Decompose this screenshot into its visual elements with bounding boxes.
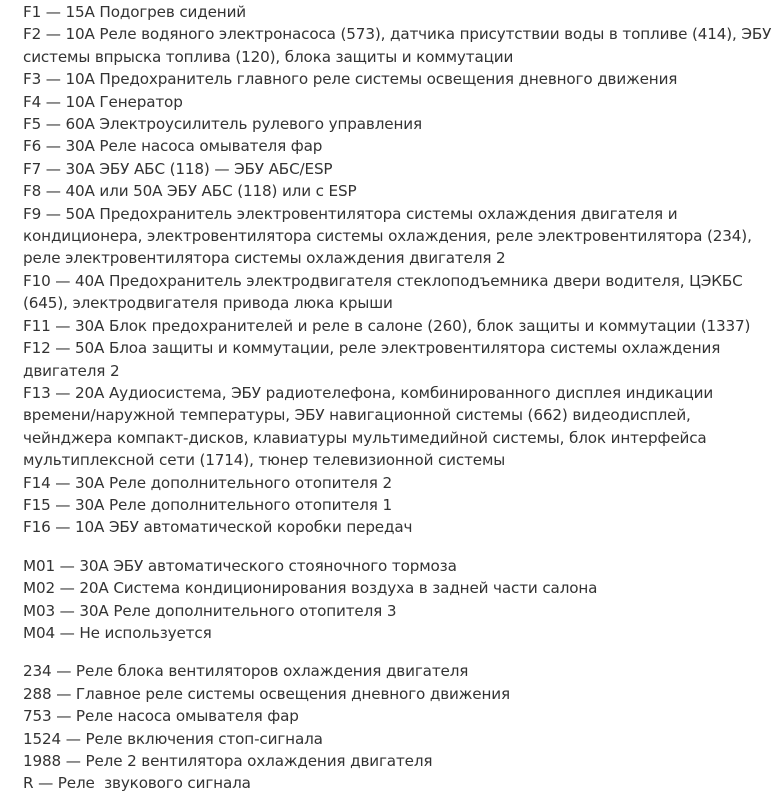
fuse-entry-f14 <box>23 472 783 494</box>
entry-line: F15 — 30A Реле дополнительного отопителя 1 <box>23 495 392 514</box>
fuse-group-f <box>23 1 783 539</box>
entry-line: F12 — 50A Блоа защиты и коммутации, реле электровентилятора системы охлаждения <box>23 339 721 358</box>
entry-line: чейнджера компакт-дисков, клавиатуры мультимедийной системы, блок интерфейса <box>23 428 707 447</box>
relay-entry-288: 288 — Главное реле системы освещения дневного движения <box>23 684 510 703</box>
entry-line: времени/наружной температуры, ЭБУ навигационной системы (662) видеодисплей, <box>23 406 691 425</box>
relay-entry-1988: 1988 — Реле 2 вентилятора охлаждения двигателя <box>23 752 433 770</box>
fuse-entry-f8 <box>23 180 783 202</box>
entry-line: F10 — 40A Предохранитель электродвигателя стеклоподъемника двери водителя, ЦЭКБС <box>23 271 743 290</box>
group-spacer <box>23 539 783 555</box>
fuse-entry-m02: M02 — 20A Система кондиционирования воздуха в задней части салона <box>23 579 598 598</box>
fuse-entry-f10 <box>23 270 783 315</box>
fuse-entry-f3 <box>23 68 783 90</box>
entry-line: кондиционера, электровентилятора системы охлаждения, реле электровентилятора (234), <box>23 227 752 246</box>
fuse-entry-m01: M01 — 30A ЭБУ автоматического стояночного тормоза <box>23 556 457 575</box>
group-spacer <box>23 644 783 660</box>
fuse-entry-f11 <box>23 315 783 337</box>
fuse-group-m <box>23 555 783 645</box>
fuse-entry-f12 <box>23 337 783 382</box>
fuse-entry-f7 <box>23 158 783 180</box>
fuse-entry-m03: M03 — 30A Реле дополнительного отопителя 3 <box>23 601 397 620</box>
entry-line: F14 — 30A Реле дополнительного отопителя 2 <box>23 473 392 492</box>
entry-line: двигателя 2 <box>23 361 120 380</box>
entry-line: F2 — 10A Реле водяного электронасоса (573), датчика присутствии воды в топливе (414), ЭБУ <box>23 25 772 44</box>
fuse-entry-f1 <box>23 1 783 23</box>
relay-entry-r: R — Реле звукового сигнала <box>23 774 251 793</box>
relay-group <box>23 660 783 794</box>
entry-line: (645), электродвигателя привода люка крыши <box>23 294 393 313</box>
fuse-entry-f16 <box>23 516 783 538</box>
entry-line: F1 — 15A Подогрев сидений <box>23 3 247 21</box>
entry-line: мультиплексной сети (1714), тюнер телевизионной системы <box>23 451 506 470</box>
relay-entry-234: 234 — Реле блока вентиляторов охлаждения двигателя <box>23 662 469 681</box>
relay-entry-1524: 1524 — Реле включения стоп-сигнала <box>23 729 323 748</box>
entry-line: F8 — 40A или 50A ЭБУ АБС (118) или с ESP <box>23 182 357 201</box>
entry-line: F5 — 60A Электроусилитель рулевого управления <box>23 115 422 134</box>
entry-line: F4 — 10A Генератор <box>23 92 183 111</box>
fuse-entry-f4 <box>23 91 783 113</box>
entry-line: F11 — 30A Блок предохранителей и реле в салоне (260), блок защиты и коммутации (1337) <box>23 316 751 335</box>
fuse-entry-f15 <box>23 494 783 516</box>
entry-line: F6 — 30A Реле насоса омывателя фар <box>23 137 323 156</box>
entry-line: F16 — 10A ЭБУ автоматической коробки передач <box>23 518 413 537</box>
entry-line: F7 — 30A ЭБУ АБС (118) — ЭБУ АБС/ESP <box>23 159 333 178</box>
entry-line: F13 — 20A Аудиосистема, ЭБУ радиотелефона, комбинированного дисплея индикации <box>23 383 714 402</box>
fuse-entry-f9 <box>23 203 783 270</box>
entry-line: системы впрыска топлива (120), блока защиты и коммутации <box>23 47 514 66</box>
entry-line: F3 — 10A Предохранитель главного реле системы освещения дневного движения <box>23 70 678 89</box>
fuse-entry-m04: M04 — Не используется <box>23 623 212 642</box>
fuse-entry-f5 <box>23 113 783 135</box>
fuse-entry-f13 <box>23 382 783 472</box>
fuse-entry-f6 <box>23 135 783 157</box>
entry-line: реле электровентилятора системы охлаждения двигателя 2 <box>23 249 506 268</box>
entry-line: F9 — 50A Предохранитель электровентилятора системы охлаждения двигателя и <box>23 204 678 223</box>
relay-entry-753: 753 — Реле насоса омывателя фар <box>23 707 299 726</box>
fuse-entry-f2 <box>23 23 783 68</box>
